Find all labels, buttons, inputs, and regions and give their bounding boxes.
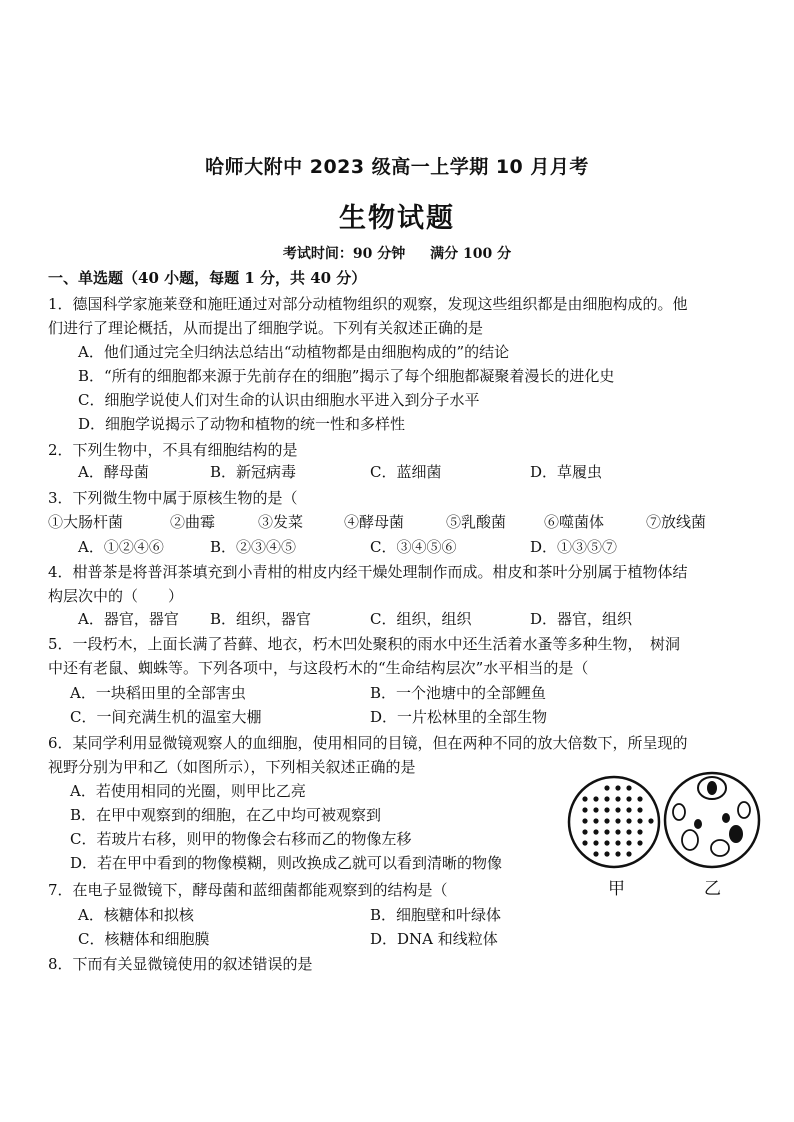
q3-option-c: C．③④⑤⑥ [370, 538, 457, 556]
jia-cell-dot [593, 796, 598, 801]
jia-cell-dot [615, 807, 620, 812]
jia-cell-dot [604, 785, 609, 790]
q4-option-c: C．组织，组织 [370, 610, 472, 628]
jia-cell-dot [593, 829, 598, 834]
q1-stem-line2: 们进行了理论概括，从而提出了细胞学说。下列有关叙述正确的是 [48, 319, 484, 337]
jia-cell-dot [637, 818, 642, 823]
q2-stem: 2．下列生物中，不具有细胞结构的是 [48, 441, 298, 459]
q2-option-c: C．蓝细菌 [370, 463, 442, 481]
jia-cell-dot [637, 807, 642, 812]
jia-cell-dot [582, 829, 587, 834]
q2-option-d: D．草履虫 [530, 463, 603, 481]
microscope-fields-figure [566, 764, 766, 904]
q7-stem: 7．在电子显微镜下，酵母菌和蓝细菌都能观察到的结构是（ [48, 881, 448, 899]
q1-option-a: A．他们通过完全归纳法总结出“动植物都是由细胞构成的”的结论 [78, 343, 510, 361]
q6-stem-line2: 视野分别为甲和乙（如图所示），下列相关叙述正确的是 [48, 758, 416, 776]
yi-cell-nucleus [722, 813, 730, 823]
q6-option-a: A．若使用相同的光圈，则甲比乙亮 [70, 782, 306, 800]
label-yi: 乙 [704, 879, 721, 899]
jia-cell-dot [615, 785, 620, 790]
field-jia-circle [569, 777, 659, 867]
jia-cell-dot [615, 851, 620, 856]
q6-option-d: D．若在甲中看到的物像模糊，则改换成乙就可以看到清晰的物像 [70, 854, 503, 872]
yi-cell [738, 802, 750, 818]
jia-cell-dot [593, 818, 598, 823]
jia-cell-dot [582, 840, 587, 845]
jia-cell-dot [626, 785, 631, 790]
jia-cell-dot [637, 840, 642, 845]
full-score: 满分 100 分 [430, 246, 512, 262]
jia-cell-dot [593, 807, 598, 812]
q3-item: ③发菜 [258, 513, 304, 531]
yi-cell [682, 830, 698, 850]
yi-cell-nucleus [694, 819, 702, 829]
field-yi [665, 773, 759, 867]
jia-cell-dot [615, 829, 620, 834]
q3-item: ⑤乳酸菌 [446, 513, 507, 531]
q3-item: ⑦放线菌 [646, 513, 707, 531]
q3-item: ④酵母菌 [344, 513, 405, 531]
q4-stem-line2: 构层次中的（ ） [48, 587, 184, 605]
q5-option-a: A．一块稻田里的全部害虫 [70, 684, 246, 702]
q3-option-d: D．①③⑤⑦ [530, 538, 618, 556]
q3-item: ②曲霉 [170, 513, 216, 531]
jia-cell-dot [582, 818, 587, 823]
jia-cell-dot [582, 796, 587, 801]
q6-option-b: B．在甲中观察到的细胞，在乙中均可被观察到 [70, 806, 382, 824]
jia-cell-dot [604, 818, 609, 823]
q2-option-b: B．新冠病毒 [210, 463, 297, 481]
jia-cell-dot [593, 851, 598, 856]
jia-cell-dot [604, 840, 609, 845]
q7-option-a: A．核糖体和拟核 [78, 906, 194, 924]
jia-cell-dot [626, 851, 631, 856]
jia-cell-dot [604, 807, 609, 812]
q1-option-c: C．细胞学说使人们对生命的认识由细胞水平进入到分子水平 [78, 391, 480, 409]
label-jia: 甲 [608, 879, 625, 899]
q5-stem-line1: 5．一段朽木，上面长满了苔藓、地衣，朽木凹处聚积的雨水中还生活着水蚤等多种生物， 树洞 [48, 635, 681, 653]
jia-cell-dot [648, 818, 653, 823]
jia-cell-dot [637, 796, 642, 801]
jia-cell-dot [604, 796, 609, 801]
jia-cell-dot [626, 840, 631, 845]
jia-cell-dot [593, 840, 598, 845]
jia-cell-dot [626, 807, 631, 812]
q8-stem: 8．下而有关显微镜使用的叙述错误的是 [48, 955, 313, 973]
q5-option-d: D．一片松林里的全部生物 [370, 708, 548, 726]
q1-stem-line1: 1．德国科学家施莱登和施旺通过对部分动植物组织的观察，发现这些组织都是由细胞构成的。他 [48, 295, 688, 313]
q3-stem: 3．下列微生物中属于原核生物的是（ [48, 489, 298, 507]
q4-option-d: D．器官，组织 [530, 610, 633, 628]
q5-option-b: B．一个池塘中的全部鲤鱼 [370, 684, 547, 702]
yi-cell-nucleus [707, 781, 717, 795]
subject-title: 生物试题 [339, 203, 455, 234]
q3-option-a: A．①②④⑥ [78, 538, 164, 556]
jia-cell-dot [626, 818, 631, 823]
jia-cell-dot [604, 829, 609, 834]
yi-cell-nucleus [729, 825, 743, 843]
jia-cell-dot [615, 818, 620, 823]
jia-cell-dot [626, 796, 631, 801]
q7-option-b: B．细胞壁和叶绿体 [370, 906, 502, 924]
school-title: 哈师大附中 2023 级高一上学期 10 月月考 [205, 156, 589, 178]
q3-item: ⑥噬菌体 [544, 513, 605, 531]
field-jia [569, 777, 659, 867]
exam-time: 考试时间：90 分钟 [282, 246, 406, 262]
q4-option-a: A．器官，器官 [78, 610, 179, 628]
microscope-fields-svg [566, 764, 766, 904]
jia-cell-dot [615, 796, 620, 801]
q1-option-b: B．“所有的细胞都来源于先前存在的细胞”揭示了每个细胞都凝聚着漫长的进化史 [78, 367, 615, 385]
q7-option-d: D．DNA 和线粒体 [370, 930, 498, 948]
q6-stem-line1: 6．某同学利用显微镜观察人的血细胞，使用相同的目镜，但在两种不同的放大倍数下，所呈现的 [48, 734, 688, 752]
jia-cell-dot [637, 829, 642, 834]
q3-option-b: B．②③④⑤ [210, 538, 297, 556]
jia-cell-dot [615, 840, 620, 845]
yi-cell [711, 840, 729, 856]
q6-option-c: C．若玻片右移，则甲的物像会右移而乙的物像左移 [70, 830, 412, 848]
q5-option-c: C．一间充满生机的温室大棚 [70, 708, 262, 726]
q5-stem-line2: 中还有老鼠、蜘蛛等。下列各项中，与这段朽木的“生命结构层次”水平相当的是（ [48, 659, 589, 677]
q4-option-b: B．组织，器官 [210, 610, 312, 628]
q4-stem-line1: 4．柑普茶是将普洱茶填充到小青柑的柑皮内经干燥处理制作而成。柑皮和茶叶分别属于植物体结 [48, 563, 688, 581]
q2-option-a: A．酵母菌 [78, 463, 149, 481]
exam-info [0, 243, 794, 263]
q7-option-c: C．核糖体和细胞膜 [78, 930, 210, 948]
jia-cell-dot [626, 829, 631, 834]
yi-cell [673, 804, 685, 820]
jia-cell-dot [582, 807, 587, 812]
q1-option-d: D．细胞学说揭示了动物和植物的统一性和多样性 [78, 415, 406, 433]
jia-cell-dot [604, 851, 609, 856]
section-title: 一、单选题（40 小题，每题 1 分，共 40 分） [48, 269, 367, 287]
q3-item: ①大肠杆菌 [48, 513, 124, 531]
